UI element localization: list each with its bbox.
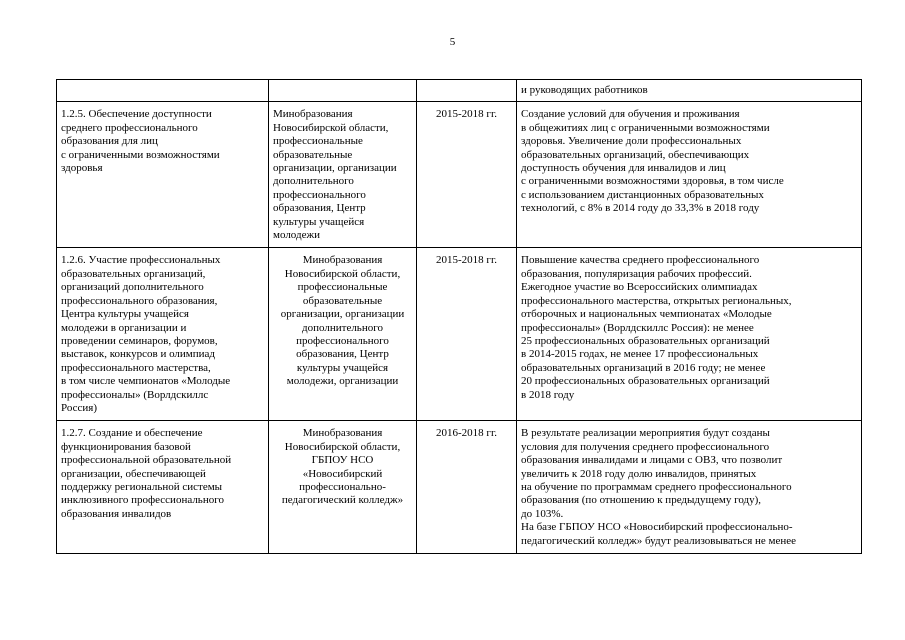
item-cell xyxy=(57,102,269,248)
executors-line: профессионально- xyxy=(299,480,386,493)
result-line: На базе ГБПОУ НСО «Новосибирский профессионально- xyxy=(521,521,793,534)
result-cell xyxy=(517,248,862,421)
executors-cell xyxy=(269,248,417,421)
item-line: организации, обеспечивающей xyxy=(61,467,206,480)
table-row xyxy=(57,80,862,102)
result-line: технологий, с 8% в 2014 году до 33,3% в 2018 году xyxy=(521,202,760,215)
executors-line: педагогический колледж» xyxy=(281,494,404,507)
item-line: здоровья xyxy=(61,162,103,175)
executors-line: Минобразования xyxy=(302,427,383,440)
period-cell xyxy=(417,248,517,421)
period-cell xyxy=(417,421,517,554)
result-line: Создание условий для обучения и проживания xyxy=(521,108,740,121)
result-line: доступность обучения для инвалидов и лиц xyxy=(521,162,726,175)
item-cell xyxy=(57,248,269,421)
item-line: 1.2.7. Создание и обеспечение xyxy=(61,427,203,440)
item-line: профессионального мастерства, xyxy=(61,361,211,374)
item-line: Россия) xyxy=(61,401,97,414)
result-line: с ограниченными возможностями здоровья, в том числе xyxy=(521,175,784,188)
item-line: профессиональной образовательной xyxy=(61,454,232,467)
item-line: образования для лиц xyxy=(61,135,158,148)
executors-line: профессиональные xyxy=(273,135,363,148)
result-line: В результате реализации мероприятия будут созданы xyxy=(521,427,770,440)
result-line: с использованием дистанционных образовательных xyxy=(521,188,764,201)
result-line: в общежитиях лиц с ограниченными возможностями xyxy=(521,121,770,134)
executors-line: культуры учащейся xyxy=(273,215,365,228)
item-line: в том числе чемпионатов «Молодые xyxy=(61,375,231,388)
activity-table xyxy=(56,79,862,554)
result-line: 25 профессиональных образовательных организаций xyxy=(521,334,770,347)
item-line: инклюзивного профессионального xyxy=(61,494,224,507)
result-line: образования (по отношению к предыдущему году), xyxy=(521,494,762,507)
result-line: педагогический колледж» будут реализовываться не менее xyxy=(521,534,797,547)
period-text: 2015-2018 гг. xyxy=(436,108,497,121)
result-line: и руководящих работников xyxy=(521,84,648,96)
item-line: образования инвалидов xyxy=(61,507,172,520)
item-line: профессионалы» (Ворлдскиллс xyxy=(61,388,209,401)
result-line: на обучение по программам среднего профессионального xyxy=(521,480,792,493)
executors-line: профессионального xyxy=(273,188,366,201)
result-line: Ежегодное участие во Всероссийских олимпиадах xyxy=(521,281,758,294)
item-line: 1.2.6. Участие профессиональных xyxy=(61,254,221,267)
executors-line: молодежи xyxy=(273,229,320,242)
result-line: 20 профессиональных образовательных организаций xyxy=(521,375,770,388)
executors-line: Новосибирской области, xyxy=(284,267,401,280)
item-line: с ограниченными возможностями xyxy=(61,148,220,161)
executors-line: организации, организации xyxy=(273,162,397,175)
executors-line: Новосибирской области, xyxy=(273,121,389,134)
result-line: образования, популяризация рабочих профессий. xyxy=(521,267,752,280)
item-cell xyxy=(57,80,269,102)
result-line: в 2014-2015 годах, не менее 17 профессиональных xyxy=(521,348,759,361)
executors-line: «Новосибирский xyxy=(302,467,383,480)
executors-line: профессионального xyxy=(296,334,389,347)
result-line: в 2018 году xyxy=(521,388,575,401)
item-line: молодежи в организации и xyxy=(61,321,187,334)
item-line: выставок, конкурсов и олимпиад xyxy=(61,348,216,361)
result-line: образовательных организаций, обеспечивающих xyxy=(521,148,750,161)
period-text: 2016-2018 гг. xyxy=(436,427,497,440)
result-line: здоровья. Увеличение доли профессиональных xyxy=(521,135,742,148)
result-line: до 103%. xyxy=(521,507,564,520)
item-cell xyxy=(57,421,269,554)
executors-line: образования, Центр xyxy=(273,202,366,215)
period-cell xyxy=(417,80,517,102)
result-cell xyxy=(517,80,862,102)
executors-line: Новосибирской области, xyxy=(284,440,401,453)
result-line: Повышение качества среднего профессионального xyxy=(521,254,760,267)
executors-line: молодежи, организации xyxy=(286,375,399,388)
result-cell xyxy=(517,102,862,248)
item-line: среднего профессионального xyxy=(61,121,198,134)
page-number: 5 xyxy=(449,36,456,48)
table-row xyxy=(57,421,862,554)
result-line: профессионального мастерства, открытых региональных, xyxy=(521,294,792,307)
executors-line: профессиональные xyxy=(297,281,388,294)
period-cell xyxy=(417,102,517,248)
item-line: профессионального образования, xyxy=(61,294,218,307)
result-line: образования инвалидами и лицами с ОВЗ, что позволит xyxy=(521,454,783,467)
item-line: функционирования базовой xyxy=(61,440,191,453)
executors-line: образовательные xyxy=(273,148,353,161)
item-line: образовательных организаций, xyxy=(61,267,206,280)
executors-line: образовательные xyxy=(302,294,383,307)
item-line: проведении семинаров, форумов, xyxy=(61,334,218,347)
result-line: профессионалы» (Ворлдскиллс Россия): не менее xyxy=(521,321,754,334)
executors-line: дополнительного xyxy=(302,321,383,334)
result-line: условия для получения среднего профессионального xyxy=(521,440,770,453)
executors-line: дополнительного xyxy=(273,175,354,188)
result-line: образовательных организаций в 2016 году; не менее xyxy=(521,361,766,374)
executors-line: Минобразования xyxy=(302,254,383,267)
item-line: организаций дополнительного xyxy=(61,281,204,294)
table-row xyxy=(57,102,862,248)
executors-line: культуры учащейся xyxy=(296,361,389,374)
result-line: отборочных и национальных чемпионатах «Молодые xyxy=(521,308,772,321)
executors-cell xyxy=(269,80,417,102)
executors-line: Минобразования xyxy=(273,108,353,121)
period-text: 2015-2018 гг. xyxy=(436,254,497,267)
result-cell xyxy=(517,421,862,554)
executors-cell xyxy=(269,421,417,554)
executors-line: ГБПОУ НСО xyxy=(311,454,374,467)
executors-line: организации, организации xyxy=(280,308,405,321)
table-row xyxy=(57,248,862,421)
executors-cell xyxy=(269,102,417,248)
item-line: поддержку региональной системы xyxy=(61,480,223,493)
item-line: 1.2.5. Обеспечение доступности xyxy=(61,108,212,121)
item-line: Центра культуры учащейся xyxy=(61,308,189,321)
executors-line: образования, Центр xyxy=(296,348,389,361)
result-line: увеличить к 2018 году долю инвалидов, принятых xyxy=(521,467,757,480)
